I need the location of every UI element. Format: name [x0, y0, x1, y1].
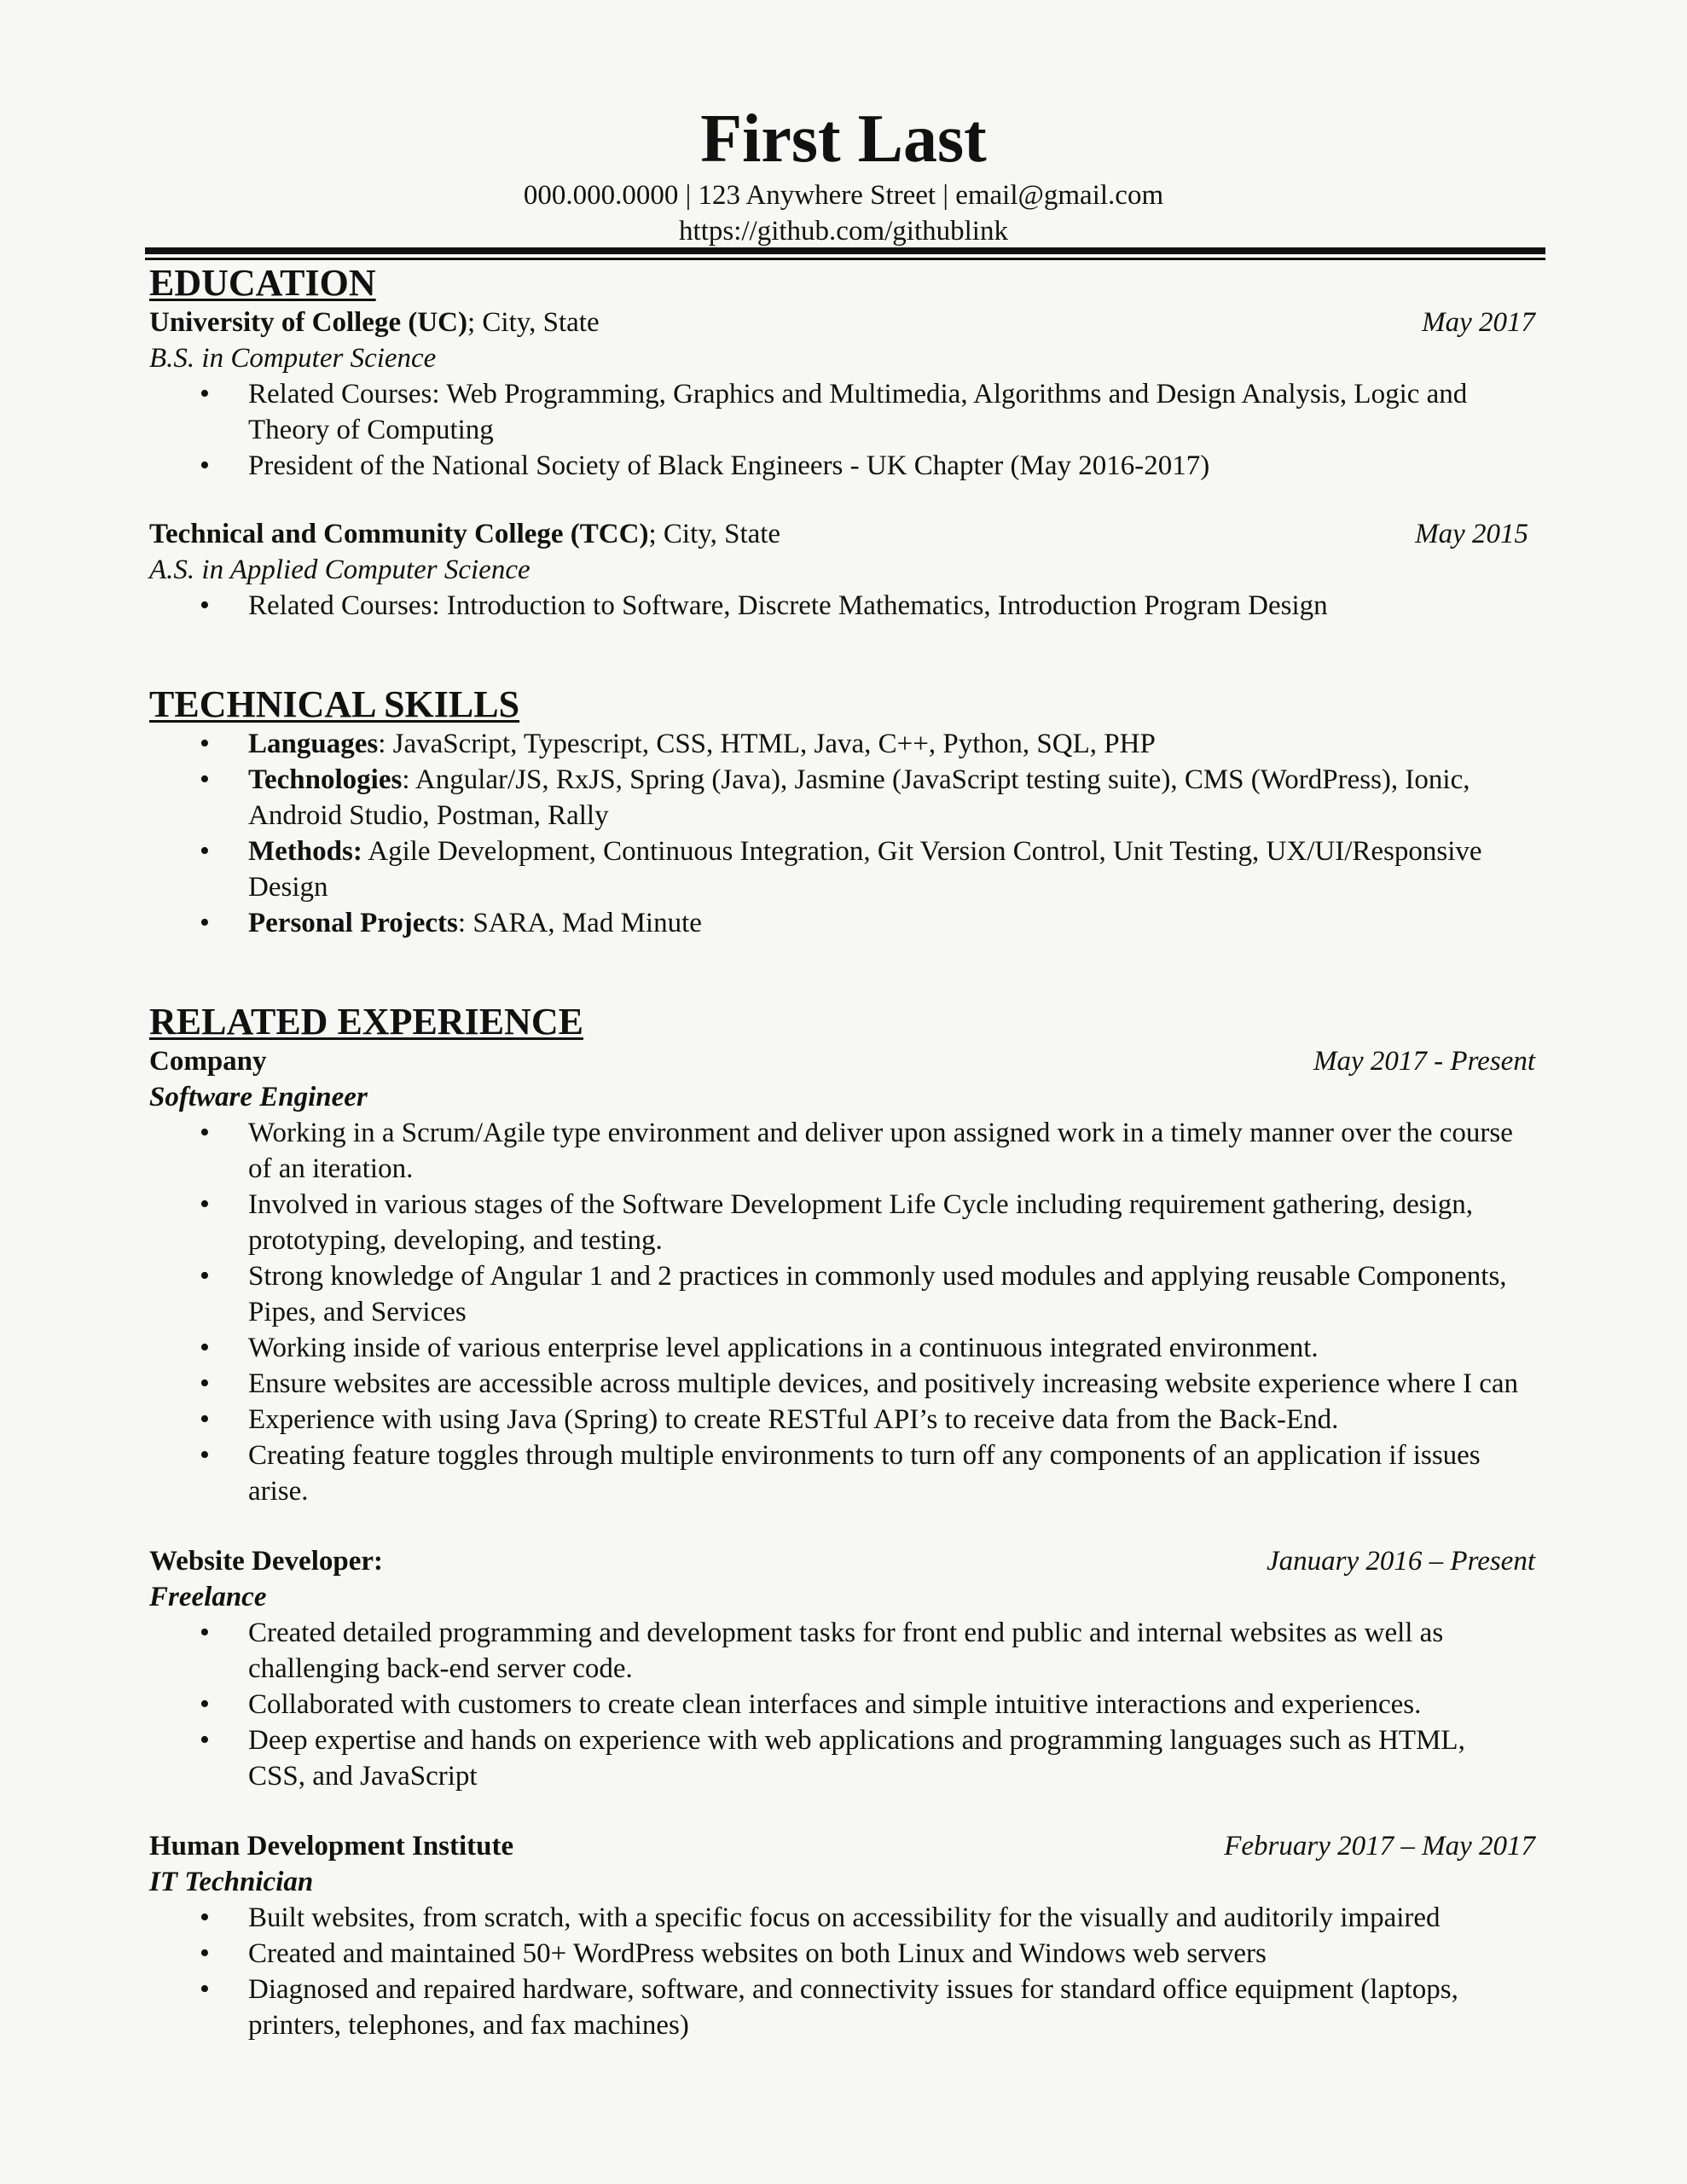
skill-label: Technologies	[248, 764, 403, 795]
list-item: • Related Courses: Web Programming, Graphics and Multimedia, Algorithms and Design Analysis, Logic and Theory of Computing	[149, 376, 1535, 448]
list-item: • Ensure websites are accessible across multiple devices, and positively increasing website experience where I can	[149, 1366, 1535, 1402]
skill-label: Methods:	[248, 836, 362, 867]
job-header-row	[149, 1043, 1535, 1079]
list-item: • Creating feature toggles through multiple environments to turn off any components of an application if issues arise.	[149, 1438, 1535, 1509]
school-degree: B.S. in Computer Science	[149, 343, 437, 374]
list-item	[149, 762, 1535, 834]
skill-sep: :	[457, 908, 467, 938]
skill-label: Languages	[248, 729, 379, 759]
list-item: • Diagnosed and repaired hardware, software, and connectivity issues for standard office equipment (laptops, printers, telephones, and fax machines)	[149, 1972, 1535, 2043]
experience-section	[149, 999, 1535, 2043]
job-role: Freelance	[149, 1582, 267, 1612]
list-item: • President of the National Society of Black Engineers - UK Chapter (May 2016-2017)	[149, 448, 1535, 484]
job-entry	[149, 1543, 1535, 1794]
list-item	[149, 834, 1535, 905]
school-name: Technical and Community College (TCC)	[149, 519, 649, 549]
skill-text: SARA, Mad Minute	[466, 908, 702, 938]
list-item: • Related Courses: Introduction to Software, Discrete Mathematics, Introduction Program Design	[149, 588, 1535, 624]
school-location: ; City, State	[648, 519, 781, 549]
section-title-education: EDUCATION	[149, 262, 376, 304]
skill-sep: :	[402, 764, 410, 795]
skill-sep: :	[378, 729, 386, 759]
school-entry	[149, 305, 1535, 484]
list-item: • Experience with using Java (Spring) to create RESTful API’s to receive data from the Back-End.	[149, 1402, 1535, 1438]
list-item: • Created detailed programming and development tasks for front end public and internal websites as well as challenging back-end server code.	[149, 1615, 1535, 1687]
job-bullet-list	[149, 1900, 1535, 2043]
list-item: • Collaborated with customers to create clean interfaces and simple intuitive interactions and experiences.	[149, 1687, 1535, 1722]
list-item: • Strong knowledge of Angular 1 and 2 practices in commonly used modules and applying reusable Components, Pipes, and Services	[149, 1258, 1535, 1330]
school-date: May 2015	[1415, 519, 1528, 549]
list-item: • Built websites, from scratch, with a specific focus on accessibility for the visually and auditorily impaired	[149, 1900, 1535, 1936]
spacer	[149, 1794, 1535, 1828]
school-name-location	[149, 305, 600, 340]
list-item	[149, 905, 1535, 941]
list-item: • Created and maintained 50+ WordPress websites on both Linux and Windows web servers	[149, 1936, 1535, 1972]
school-header-row	[149, 516, 1535, 552]
school-name-location	[149, 516, 780, 552]
list-item	[149, 726, 1535, 762]
list-item: • Deep expertise and hands on experience with web applications and programming languages such as HTML, CSS, and JavaScript	[149, 1722, 1535, 1794]
spacer	[149, 1509, 1535, 1543]
job-date: May 2017 - Present	[1313, 1046, 1535, 1077]
job-date: January 2016 – Present	[1267, 1546, 1535, 1577]
skill-text: JavaScript, Typescript, CSS, HTML, Java, C++, Python, SQL, PHP	[386, 729, 1156, 759]
header-divider-thick	[145, 247, 1545, 254]
school-header-row	[149, 305, 1535, 340]
candidate-name: First Last	[700, 102, 987, 177]
school-entry	[149, 516, 1535, 624]
education-section	[149, 260, 1535, 624]
spacer	[149, 484, 1535, 516]
resume-body	[149, 260, 1535, 2043]
school-bullet-list	[149, 376, 1535, 484]
contact-line: 000.000.0000 | 123 Anywhere Street | email@gmail.com	[523, 180, 1164, 211]
job-entry	[149, 1828, 1535, 2043]
section-title-experience: RELATED EXPERIENCE	[149, 1001, 583, 1043]
spacer	[149, 624, 1535, 682]
job-bullet-list	[149, 1115, 1535, 1509]
job-org: Company	[149, 1046, 267, 1077]
job-role: Software Engineer	[149, 1082, 368, 1112]
list-item: • Working in a Scrum/Agile type environment and deliver upon assigned work in a timely manner over the course of an iteration.	[149, 1115, 1535, 1187]
job-entry	[149, 1043, 1535, 1509]
school-degree: A.S. in Applied Computer Science	[149, 555, 530, 585]
school-location: ; City, State	[467, 307, 600, 338]
job-org: Human Development Institute	[149, 1831, 514, 1862]
github-link[interactable]: https://github.com/githublink	[679, 216, 1008, 247]
job-bullet-list	[149, 1615, 1535, 1794]
skill-text: Angular/JS, RxJS, Spring (Java), Jasmine (JavaScript testing suite), CMS (WordPress), Ionic, Android Studio, Postman, Rally	[248, 764, 1470, 831]
job-role: IT Technician	[149, 1867, 314, 1897]
skill-label: Personal Projects	[248, 908, 458, 938]
job-header-row	[149, 1543, 1535, 1579]
list-item: • Involved in various stages of the Software Development Life Cycle including requirement gathering, design, prototyping, developing, and testing.	[149, 1187, 1535, 1258]
skills-section	[149, 682, 1535, 941]
spacer	[149, 941, 1535, 999]
job-date: February 2017 – May 2017	[1224, 1831, 1535, 1862]
resume-header	[0, 101, 1687, 249]
school-name: University of College (UC)	[149, 307, 467, 338]
skills-bullet-list	[149, 726, 1535, 941]
job-org: Website Developer:	[149, 1546, 384, 1577]
skill-text: Agile Development, Continuous Integration, Git Version Control, Unit Testing, UX/UI/Responsive Design	[248, 836, 1482, 903]
school-bullet-list	[149, 588, 1535, 624]
school-date: May 2017	[1422, 307, 1535, 338]
job-header-row	[149, 1828, 1535, 1864]
section-title-skills: TECHNICAL SKILLS	[149, 683, 520, 725]
list-item: • Working inside of various enterprise level applications in a continuous integrated environment.	[149, 1330, 1535, 1366]
